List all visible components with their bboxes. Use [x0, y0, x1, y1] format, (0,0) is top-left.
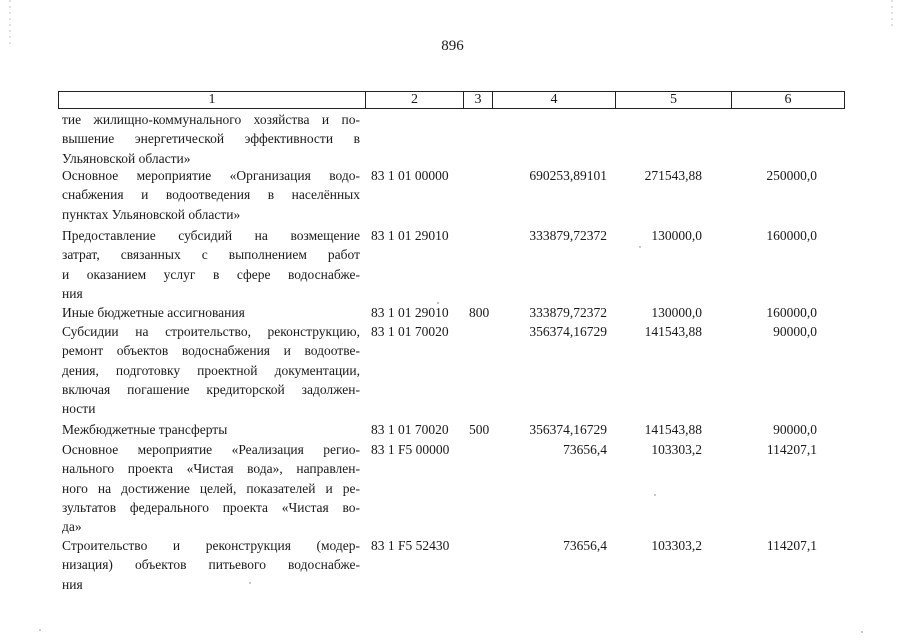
- row-2-c5: 271543,88: [644, 168, 702, 183]
- row-7-name-line: ного на достижение целей, показателей и ре-: [62, 480, 360, 496]
- row-2-name-line: Основное мероприятие «Организация водо-: [62, 168, 360, 183]
- row-3-name: [62, 226, 360, 303]
- row-6-name: [62, 420, 360, 439]
- row-8-name-line: Строительство и реконструкция (модер-: [62, 538, 360, 553]
- row-5-name-line: Субсидии на строительство, реконструкцию,: [62, 324, 360, 339]
- row-5-code: 83 1 01 70020: [371, 324, 449, 339]
- row-2-code: 83 1 01 00000: [371, 168, 449, 183]
- row-4-name-line: Иные бюджетные ассигнования: [62, 305, 245, 320]
- row-5-c5: 141543,88: [644, 324, 702, 339]
- row-8-name: [62, 536, 360, 594]
- row-6-code: 83 1 01 70020: [371, 422, 449, 437]
- row-1-name-line: вышение энергетической эффективности в: [62, 131, 360, 147]
- page-number: 896: [441, 38, 464, 54]
- row-3-name-line: Предоставление субсидий на возмещение: [62, 228, 360, 243]
- row-8-name-line: ния: [62, 576, 83, 592]
- row-5-name-line: включая погашение кредиторской задолжен-: [62, 381, 360, 397]
- row-2-name-line: снабжения и водоотведения в населённых: [62, 187, 360, 203]
- row-3-name-line: затрат, связанных с выполнением работ: [62, 247, 360, 263]
- row-7-code: 83 1 F5 00000: [371, 442, 450, 457]
- row-6-c5: 141543,88: [644, 422, 702, 437]
- row-4-c5: 130000,0: [651, 305, 702, 320]
- header-col-6: 6: [784, 92, 792, 107]
- row-8-c5: 103303,2: [651, 538, 702, 553]
- row-5-c6: 90000,0: [773, 324, 817, 339]
- row-2-name: [62, 166, 360, 224]
- row-5-name-line: дения, подготовку проектной документации,: [62, 362, 360, 378]
- table-header: [58, 91, 845, 109]
- row-8-c4: 73656,4: [563, 538, 607, 553]
- row-5-c4: 356374,16729: [529, 324, 607, 339]
- row-8-name-line: низация) объектов питьевого водоснабже-: [62, 557, 360, 573]
- row-2-c6: 250000,0: [766, 168, 817, 183]
- row-5-name: [62, 322, 360, 418]
- row-7-c5: 103303,2: [651, 442, 702, 457]
- header-col-2: 2: [366, 92, 464, 108]
- header-col-1: 1: [59, 92, 366, 108]
- row-2-c4: 690253,89101: [529, 168, 607, 183]
- header-col-5: 5: [616, 92, 732, 108]
- row-3-c5: 130000,0: [651, 228, 702, 243]
- row-4-name: [62, 303, 360, 322]
- row-1-name-line: тие жилищно-коммунального хозяйства и по-: [62, 112, 360, 127]
- row-3-name-line: ния: [62, 285, 83, 301]
- row-8-c6: 114207,1: [766, 538, 817, 553]
- row-4-vr: 800: [469, 305, 490, 320]
- row-7-c6: 114207,1: [766, 442, 817, 457]
- row-4-c6: 160000,0: [766, 305, 817, 320]
- row-7-name-line: зультатов федерального проекта «Чистая во-: [62, 499, 360, 515]
- row-6-c6: 90000,0: [773, 422, 817, 437]
- row-3-c6: 160000,0: [766, 228, 817, 243]
- row-1-name-line: Ульяновской области»: [62, 150, 191, 166]
- row-3-code: 83 1 01 29010: [371, 228, 449, 243]
- header-col-3: 3: [464, 92, 493, 108]
- row-8-code: 83 1 F5 52430: [371, 538, 450, 553]
- row-1-name: [62, 110, 360, 168]
- row-7-name: [62, 440, 360, 536]
- row-6-vr: 500: [469, 422, 490, 437]
- row-3-c4: 333879,72372: [529, 228, 607, 243]
- row-5-name-line: ремонт объектов водоснабжения и водоотве-: [62, 343, 360, 359]
- row-6-c4: 356374,16729: [529, 422, 607, 437]
- row-7-name-line: нального проекта «Чистая вода», направлен-: [62, 461, 360, 477]
- row-7-c4: 73656,4: [563, 442, 607, 457]
- row-3-name-line: и оказанием услуг в сфере водоснабже-: [62, 266, 360, 282]
- row-5-name-line: ности: [62, 401, 96, 417]
- row-4-code: 83 1 01 29010: [371, 305, 449, 320]
- row-7-name-line: да»: [62, 519, 82, 535]
- row-4-c4: 333879,72372: [529, 305, 607, 320]
- row-7-name-line: Основное мероприятие «Реализация регио-: [62, 442, 360, 457]
- row-6-name-line: Межбюджетные трансферты: [62, 422, 228, 437]
- row-2-name-line: пунктах Ульяновской области»: [62, 206, 241, 222]
- header-col-4: 4: [493, 92, 616, 108]
